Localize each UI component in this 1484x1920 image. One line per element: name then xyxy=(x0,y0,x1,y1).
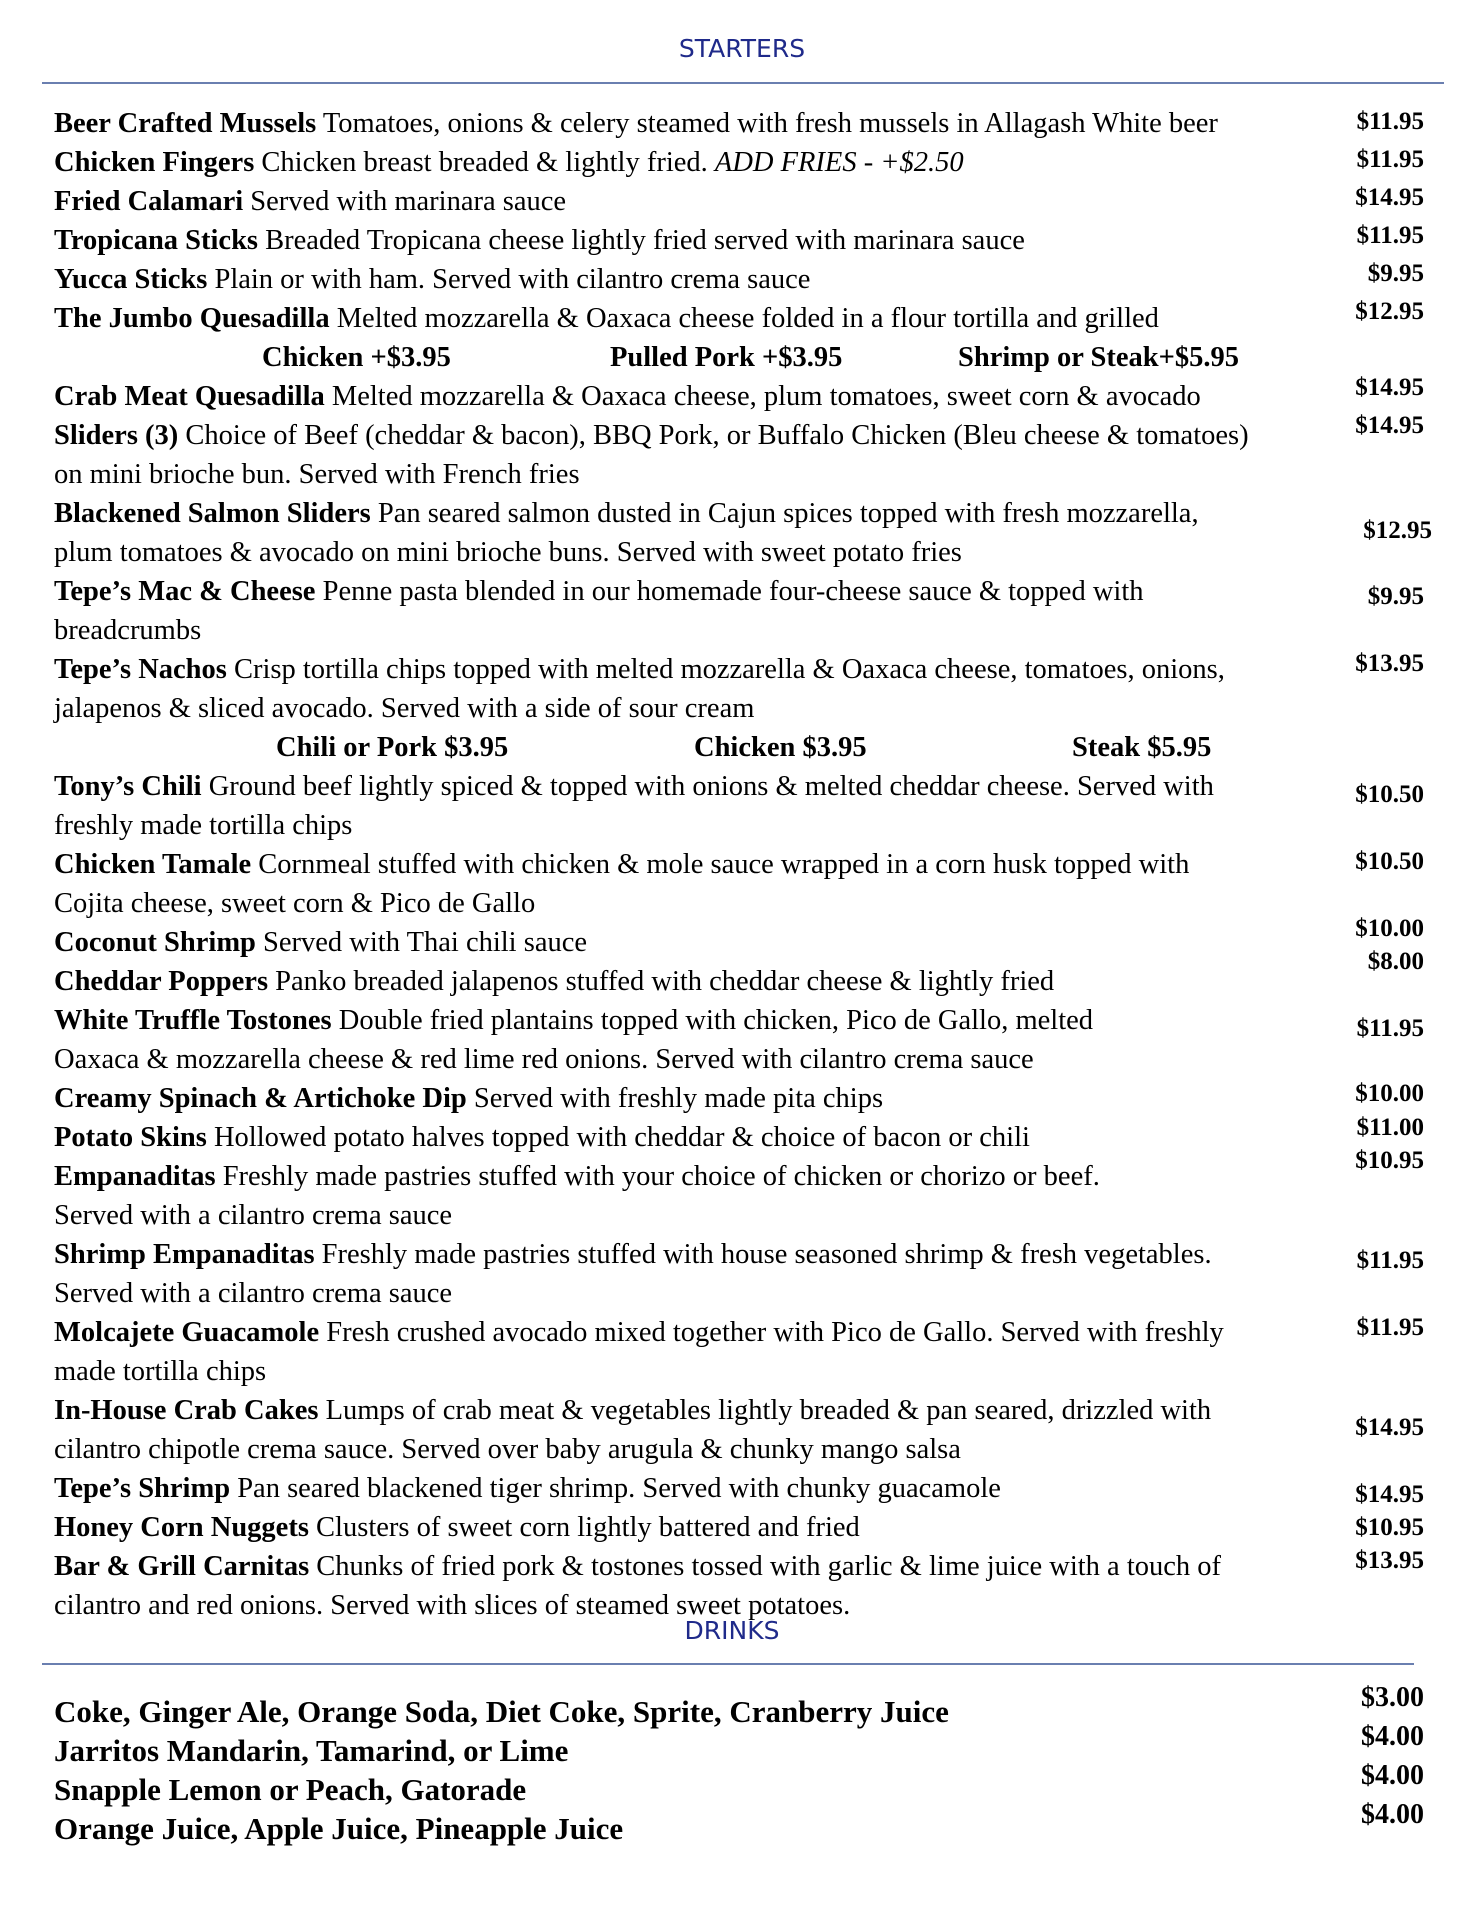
menu-item-molcajete-guacamole xyxy=(54,1313,1224,1391)
menu-item-potato-skins xyxy=(54,1118,1030,1157)
starters-heading: STARTERS xyxy=(678,34,806,63)
menu-item-cheddar-poppers xyxy=(54,962,1054,1001)
item-name: The Jumbo Quesadilla xyxy=(54,303,330,334)
menu-item-mac-and-cheese xyxy=(54,572,1144,650)
item-price: $14.95 xyxy=(1355,184,1424,211)
item-desc: Crisp tortilla chips topped with melted mozzarella & Oaxaca cheese, tomatoes, onions, xyxy=(234,654,1225,685)
menu-item-honey-corn-nuggets xyxy=(54,1508,860,1547)
item-desc-continued: freshly made tortilla chips xyxy=(54,810,353,841)
item-desc-continued: Oaxaca & mozzarella cheese & red lime red onions. Served with cilantro crema sauce xyxy=(54,1044,1034,1075)
item-desc: Freshly made pastries stuffed with your choice of chicken or chorizo or beef. xyxy=(222,1161,1100,1192)
item-desc: Pan seared blackened tiger shrimp. Served with chunky guacamole xyxy=(237,1473,1001,1504)
item-desc-continued: breadcrumbs xyxy=(54,615,202,646)
menu-item-empanaditas xyxy=(54,1157,1100,1235)
item-name: White Truffle Tostones xyxy=(54,1005,332,1036)
item-desc: Choice of Beef (cheddar & bacon), BBQ Pork, or Buffalo Chicken (Bleu cheese & tomatoes) xyxy=(185,420,1249,451)
item-desc: Melted mozzarella & Oaxaca cheese folded in a flour tortilla and grilled xyxy=(336,303,1159,334)
menu-item-bar-grill-carnitas xyxy=(54,1547,1221,1625)
item-name: Blackened Salmon Sliders xyxy=(54,498,371,529)
item-desc-continued: plum tomatoes & avocado on mini brioche buns. Served with sweet potato fries xyxy=(54,537,962,568)
item-price: $14.95 xyxy=(1355,374,1424,401)
menu-item-shrimp-empanaditas xyxy=(54,1235,1212,1313)
menu-item-jumbo-quesadilla xyxy=(54,299,1159,338)
menu-item-chicken-tamale xyxy=(54,845,1189,923)
drinks-heading: DRINKS xyxy=(684,1616,780,1645)
menu-item-spinach-artichoke-dip xyxy=(54,1079,883,1118)
menu-item-blackened-salmon-sliders xyxy=(54,494,1199,572)
item-desc-continued: on mini brioche bun. Served with French fries xyxy=(54,459,580,490)
item-name: Creamy Spinach & Artichoke Dip xyxy=(54,1083,467,1114)
item-price: $9.95 xyxy=(1367,583,1424,610)
item-price: $11.00 xyxy=(1356,1114,1424,1141)
item-price: $11.95 xyxy=(1356,1015,1424,1042)
item-price: $10.50 xyxy=(1355,781,1424,808)
item-desc: Ground beef lightly spiced & topped with onions & melted cheddar cheese. Served with xyxy=(208,771,1214,802)
item-name: In-House Crab Cakes xyxy=(54,1395,319,1426)
nachos-addon-chicken: Chicken $3.95 xyxy=(694,732,867,763)
item-desc: Chicken breast breaded & lightly fried. xyxy=(261,147,708,178)
item-price: $10.95 xyxy=(1355,1147,1424,1174)
item-name: Tepe’s Shrimp xyxy=(54,1473,231,1504)
menu-item-tepes-nachos xyxy=(54,650,1225,728)
item-price: $14.95 xyxy=(1355,412,1424,439)
item-desc-continued: Served with a cilantro crema sauce xyxy=(54,1278,453,1309)
menu-item-sliders xyxy=(54,416,1249,494)
item-name: Molcajete Guacamole xyxy=(54,1317,320,1348)
item-name: Tepe’s Mac & Cheese xyxy=(54,576,316,607)
item-price: $10.00 xyxy=(1355,1080,1424,1107)
drink-item-snapple: Snapple Lemon or Peach, Gatorade xyxy=(54,1772,527,1807)
menu-item-tonys-chili xyxy=(54,767,1214,845)
item-desc: Penne pasta blended in our homemade four-cheese sauce & topped with xyxy=(322,576,1144,607)
menu-item-fried-calamari xyxy=(54,182,566,221)
item-desc: Pan seared salmon dusted in Cajun spices topped with fresh mozzarella, xyxy=(377,498,1199,529)
item-desc-continued: Cojita cheese, sweet corn & Pico de Gallo xyxy=(54,888,536,919)
item-name: Bar & Grill Carnitas xyxy=(54,1551,310,1582)
menu-item-tropicana-sticks xyxy=(54,221,1025,260)
item-price: $12.95 xyxy=(1355,298,1424,325)
item-desc-continued: made tortilla chips xyxy=(54,1356,267,1387)
menu-item-tepes-shrimp xyxy=(54,1469,1001,1508)
item-desc: Panko breaded jalapenos stuffed with cheddar cheese & lightly fried xyxy=(275,966,1055,997)
item-name: Empanaditas xyxy=(54,1161,216,1192)
menu-item-chicken-fingers xyxy=(54,143,964,182)
item-price: $14.95 xyxy=(1355,1414,1424,1441)
item-name: Tepe’s Nachos xyxy=(54,654,227,685)
nachos-addon-chili-pork: Chili or Pork $3.95 xyxy=(276,732,509,763)
item-price: $10.00 xyxy=(1355,915,1424,942)
item-desc: Served with Thai chili sauce xyxy=(263,927,588,958)
drink-price: $3.00 xyxy=(1361,1682,1424,1713)
item-price: $10.95 xyxy=(1355,1514,1424,1541)
item-price: $14.95 xyxy=(1355,1481,1424,1508)
item-name: Yucca Sticks xyxy=(54,264,208,295)
item-note: ADD FRIES - +$2.50 xyxy=(714,147,964,178)
drink-price: $4.00 xyxy=(1361,1799,1424,1830)
drinks-divider xyxy=(42,1663,1414,1665)
item-price: $11.95 xyxy=(1356,108,1424,135)
item-desc: Breaded Tropicana cheese lightly fried served with marinara sauce xyxy=(265,225,1025,256)
item-desc-continued: cilantro and red onions. Served with slices of steamed sweet potatoes. xyxy=(54,1590,851,1621)
item-desc: Fresh crushed avocado mixed together with Pico de Gallo. Served with freshly xyxy=(326,1317,1224,1348)
item-desc: Lumps of crab meat & vegetables lightly breaded & pan seared, drizzled with xyxy=(325,1395,1212,1426)
item-price: $11.95 xyxy=(1356,1314,1424,1341)
item-name: Sliders (3) xyxy=(54,420,179,451)
menu-item-coconut-shrimp xyxy=(54,923,587,962)
item-price: $12.95 xyxy=(1363,517,1432,544)
menu-item-yucca-sticks xyxy=(54,260,810,299)
item-desc: Double fried plantains topped with chicken, Pico de Gallo, melted xyxy=(338,1005,1094,1036)
quesadilla-addon-shrimp-steak: Shrimp or Steak+$5.95 xyxy=(958,342,1239,373)
menu-item-crab-cakes xyxy=(54,1391,1211,1469)
item-name: Fried Calamari xyxy=(54,186,244,217)
item-desc: Hollowed potato halves topped with cheddar & choice of bacon or chili xyxy=(213,1122,1030,1153)
menu-item-crab-meat-quesadilla xyxy=(54,377,1201,416)
menu-item-white-truffle-tostones xyxy=(54,1001,1093,1079)
item-desc: Chunks of fried pork & tostones tossed with garlic & lime juice with a touch of xyxy=(316,1551,1222,1582)
item-desc: Plain or with ham. Served with cilantro crema sauce xyxy=(214,264,811,295)
item-name: Chicken Tamale xyxy=(54,849,252,880)
quesadilla-addon-pork: Pulled Pork +$3.95 xyxy=(610,342,843,373)
item-name: Potato Skins xyxy=(54,1122,207,1153)
item-desc: Served with marinara sauce xyxy=(250,186,567,217)
item-price: $13.95 xyxy=(1355,1547,1424,1574)
item-price: $11.95 xyxy=(1356,1247,1424,1274)
drink-item-sodas: Coke, Ginger Ale, Orange Soda, Diet Coke, Sprite, Cranberry Juice xyxy=(54,1694,949,1729)
item-name: Tropicana Sticks xyxy=(54,225,259,256)
item-price: $11.95 xyxy=(1356,146,1424,173)
item-price: $10.50 xyxy=(1355,848,1424,875)
item-price: $11.95 xyxy=(1356,222,1424,249)
item-price: $9.95 xyxy=(1367,260,1424,287)
drink-price: $4.00 xyxy=(1361,1760,1424,1791)
item-desc: Melted mozzarella & Oaxaca cheese, plum tomatoes, sweet corn & avocado xyxy=(331,381,1201,412)
quesadilla-addon-chicken: Chicken +$3.95 xyxy=(262,342,451,373)
item-desc-continued: jalapenos & sliced avocado. Served with a side of sour cream xyxy=(54,693,755,724)
item-desc: Cornmeal stuffed with chicken & mole sauce wrapped in a corn husk topped with xyxy=(258,849,1190,880)
item-desc: Freshly made pastries stuffed with house seasoned shrimp & fresh vegetables. xyxy=(321,1239,1212,1270)
item-name: Shrimp Empanaditas xyxy=(54,1239,315,1270)
drink-item-jarritos: Jarritos Mandarin, Tamarind, or Lime xyxy=(54,1733,569,1768)
item-name: Crab Meat Quesadilla xyxy=(54,381,325,412)
item-desc: Tomatoes, onions & celery steamed with fresh mussels in Allagash White beer xyxy=(322,108,1218,139)
item-desc: Clusters of sweet corn lightly battered and fried xyxy=(316,1512,860,1543)
item-name: Honey Corn Nuggets xyxy=(54,1512,309,1543)
item-name: Coconut Shrimp xyxy=(54,927,256,958)
nachos-addon-steak: Steak $5.95 xyxy=(1072,732,1212,763)
item-price: $13.95 xyxy=(1355,650,1424,677)
item-price: $8.00 xyxy=(1367,948,1424,975)
drink-price: $4.00 xyxy=(1361,1721,1424,1752)
menu-item-beer-crafted-mussels xyxy=(54,104,1218,143)
item-desc: Served with freshly made pita chips xyxy=(473,1083,884,1114)
item-desc-continued: Served with a cilantro crema sauce xyxy=(54,1200,453,1231)
item-name: Chicken Fingers xyxy=(54,147,255,178)
item-name: Beer Crafted Mussels xyxy=(54,108,317,139)
item-name: Cheddar Poppers xyxy=(54,966,269,997)
drink-item-juices: Orange Juice, Apple Juice, Pineapple Juice xyxy=(54,1811,624,1846)
item-name: Tony’s Chili xyxy=(54,771,202,802)
item-desc-continued: cilantro chipotle crema sauce. Served over baby arugula & chunky mango salsa xyxy=(54,1434,961,1465)
starters-divider xyxy=(42,82,1444,84)
